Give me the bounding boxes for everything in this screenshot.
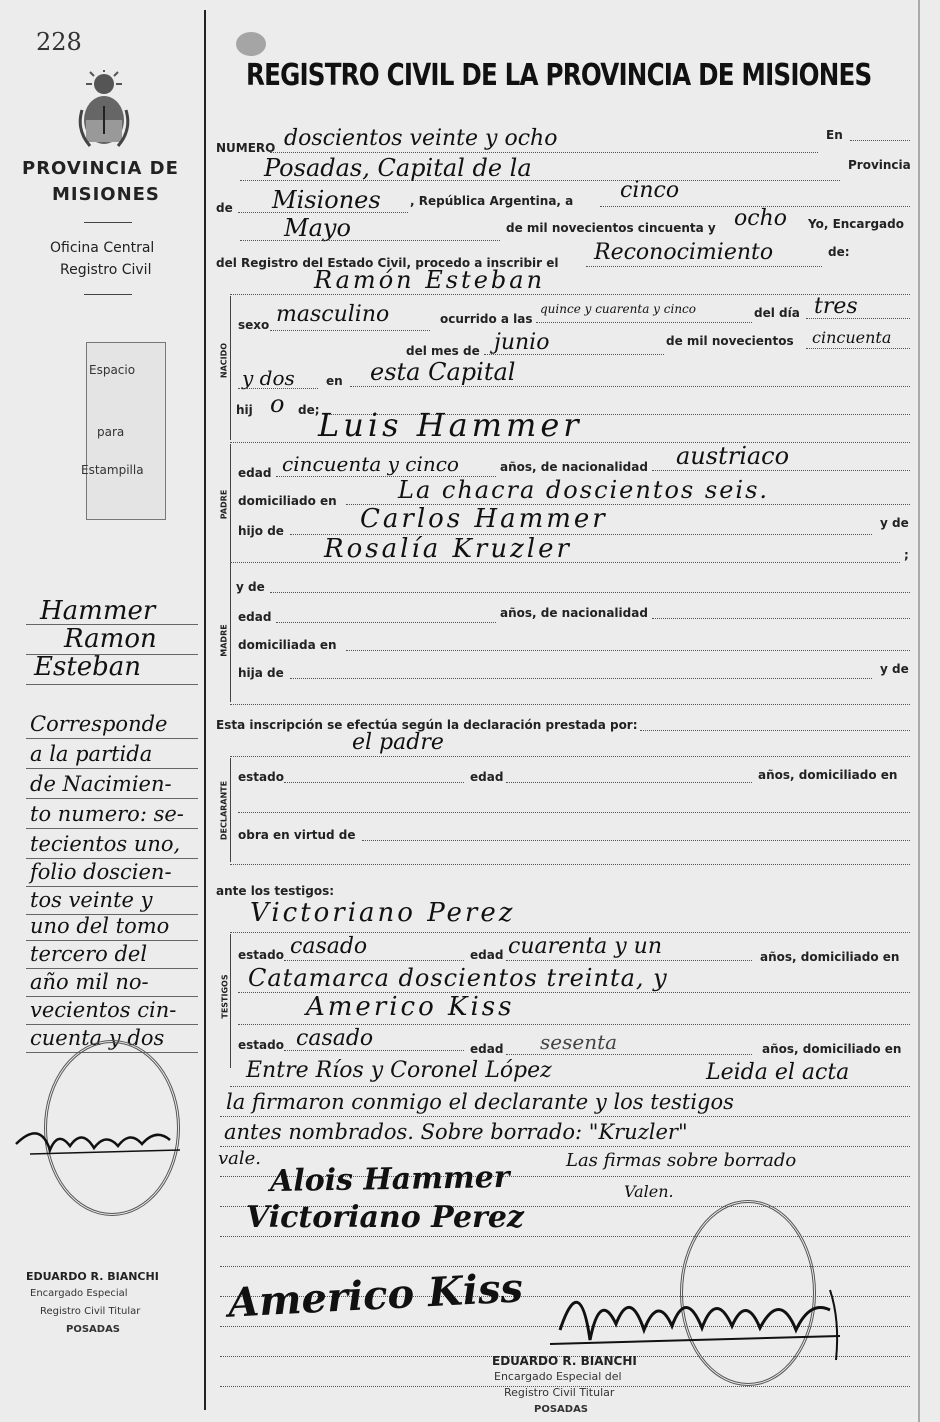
- rule: [238, 812, 910, 813]
- ink-blot: [236, 32, 266, 56]
- filled-lugar-nac: esta Capital: [370, 358, 516, 386]
- label-y-de: y de: [880, 516, 909, 530]
- filled-declarante: el padre: [352, 730, 444, 755]
- rule: [26, 798, 198, 799]
- rule: [220, 1116, 910, 1117]
- rule: [26, 1024, 198, 1025]
- rule: [26, 968, 198, 969]
- office-name-line2: Registro Civil: [60, 262, 152, 278]
- rule: [230, 932, 910, 933]
- rule: [238, 212, 408, 213]
- rule: [230, 562, 900, 563]
- label-edad-madre: edad: [238, 610, 272, 624]
- label-sexo: sexo: [238, 318, 270, 332]
- filled-sexo: masculino: [276, 302, 390, 327]
- rule: [640, 730, 910, 731]
- label-mil-cincuenta: de mil novecientos cincuenta y: [506, 221, 716, 235]
- filled-cierre6: Valen.: [624, 1182, 674, 1201]
- margin-name-line: Esteban: [34, 652, 142, 682]
- filled-cierre3: antes nombrados. Sobre borrado: "Kruzler": [224, 1120, 688, 1144]
- label-anos-domiciliado-t1: años, domiciliado en: [760, 950, 900, 964]
- filled-abuela: Rosalía Kruzler: [324, 534, 572, 564]
- filled-testigo1: Victoriano Perez: [250, 898, 516, 928]
- filled-dia-nac: tres: [814, 294, 858, 319]
- margin-note-line: tecientos uno,: [30, 832, 181, 856]
- rule: [230, 864, 910, 865]
- label-de-semi: de;: [298, 403, 320, 417]
- registrar-title: Encargado Especial: [30, 1288, 128, 1299]
- margin-note-line: to numero: se-: [30, 802, 184, 826]
- rule: [220, 1146, 910, 1147]
- filled-mes: Mayo: [284, 214, 351, 242]
- side-label-declarante: DECLARANTE: [219, 780, 229, 841]
- section-bracket: [230, 934, 231, 1068]
- rule: [230, 1086, 910, 1087]
- rule: [230, 294, 910, 295]
- label-del-registro: del Registro del Estado Civil, procedo a inscribir el: [216, 256, 559, 270]
- rule: [26, 996, 198, 997]
- label-republica: , República Argentina, a: [410, 194, 574, 208]
- rule: [240, 180, 840, 181]
- rule: [230, 704, 910, 705]
- signature-padre: Alois Hammer: [269, 1159, 510, 1200]
- section-bracket: [230, 758, 231, 862]
- rule: [276, 622, 496, 623]
- rule: [26, 684, 198, 685]
- margin-name-line: Hammer: [40, 596, 156, 626]
- label-y-de-madre: y de: [236, 580, 265, 594]
- rule: [652, 470, 910, 471]
- rule: [240, 240, 500, 241]
- rule: [484, 354, 664, 355]
- filled-nombre: Ramón Esteban: [314, 266, 546, 294]
- registrar-city: POSADAS: [66, 1324, 121, 1335]
- rule: [536, 322, 752, 323]
- label-numero: NUMERO: [216, 141, 276, 155]
- label-hija-de: hija de: [238, 666, 284, 680]
- label-y-de-madre2: y de: [880, 662, 909, 676]
- rule: [290, 678, 872, 679]
- label-edad: edad: [238, 466, 272, 480]
- rule: [230, 442, 910, 443]
- signature-testigo1: Victoriano Perez: [246, 1200, 524, 1235]
- rule: [284, 1050, 464, 1051]
- side-label-madre: MADRE: [219, 624, 229, 657]
- label-hij: hij: [236, 403, 253, 417]
- section-bracket: [230, 566, 231, 702]
- margin-note-line: tos veinte y: [30, 888, 153, 912]
- filled-domicilio2: Entre Ríos y Coronel López: [246, 1058, 552, 1083]
- rule: [220, 1236, 910, 1237]
- coat-of-arms-icon: [76, 70, 132, 150]
- margin-note-line: folio doscien-: [30, 860, 172, 884]
- rule: [270, 330, 430, 331]
- rule: [652, 618, 910, 619]
- section-bracket: [230, 444, 231, 566]
- filled-cierre4: vale.: [218, 1148, 262, 1169]
- registrar-city: POSADAS: [534, 1404, 589, 1415]
- label-mil-novecientos: de mil novecientos: [666, 334, 794, 348]
- rule: [26, 858, 198, 859]
- label-estado-t1: estado: [238, 948, 284, 962]
- label-anos-nac: años, de nacionalidad: [500, 460, 648, 474]
- filled-hora: quince y cuarenta y cinco: [540, 302, 696, 316]
- filled-testigo2: Americo Kiss: [306, 992, 515, 1022]
- filled-lugar: Posadas, Capital de la: [264, 154, 532, 182]
- filled-nacionalidad-padre: austriaco: [676, 442, 790, 470]
- filled-estado1: casado: [290, 934, 368, 959]
- rule: [270, 152, 818, 153]
- office-name-line1: Oficina Central: [50, 240, 155, 256]
- rule: [586, 266, 822, 267]
- filled-edad2: sesenta: [540, 1030, 618, 1054]
- province-name-line2: MISIONES: [52, 184, 160, 205]
- label-anos-domiciliado: años, domiciliado en: [758, 768, 898, 782]
- label-en-lugar: en: [326, 374, 343, 388]
- filled-cierre5: Las firmas sobre borrado: [566, 1150, 797, 1171]
- province-name-line1: PROVINCIA DE: [22, 158, 179, 179]
- filled-numero: doscientos veinte y ocho: [284, 126, 558, 151]
- label-estado: estado: [238, 770, 284, 784]
- stamp-box-label: Espacio: [89, 363, 136, 377]
- rule: [26, 828, 198, 829]
- filled-cierre1: Leida el acta: [706, 1060, 850, 1085]
- margin-note-line: año mil no-: [30, 970, 149, 994]
- page-number: 228: [36, 28, 82, 56]
- margin-note-line: tercero del: [30, 942, 148, 966]
- rule: [850, 140, 910, 141]
- label-de: de: [216, 201, 233, 215]
- filled-cierre2: la firmaron conmigo el declarante y los testigos: [226, 1090, 734, 1114]
- label-yo-encargado: Yo, Encargado: [808, 217, 904, 231]
- registrar-title: Registro Civil Titular: [40, 1306, 141, 1317]
- rule: [238, 388, 318, 389]
- rule: [284, 782, 464, 783]
- filled-estado2: casado: [296, 1026, 374, 1051]
- rule: [506, 960, 752, 961]
- rule: [26, 886, 198, 887]
- stamp-box-label: para: [97, 425, 125, 439]
- filled-abuelo: Carlos Hammer: [360, 504, 608, 534]
- rule: [346, 650, 910, 651]
- filled-acto: Reconocimiento: [594, 240, 774, 265]
- margin-note-line: de Nacimien-: [30, 772, 172, 796]
- label-ocurrido: ocurrido a las: [440, 312, 533, 326]
- label-edad-t1: edad: [470, 948, 504, 962]
- side-label-testigos: TESTIGOS: [220, 974, 230, 1019]
- margin-note-line: vecientos cin-: [30, 998, 177, 1022]
- document-title: REGISTRO CIVIL DE LA PROVINCIA DE MISIONES: [246, 58, 872, 93]
- margin-name-line: Ramon: [64, 624, 157, 654]
- label-domiciliado-en: domiciliado en: [238, 494, 337, 508]
- column-divider: [204, 10, 206, 1410]
- filled-provincia: Misiones: [272, 186, 381, 214]
- filled-mes-nac: junio: [494, 330, 550, 355]
- label-del-mes: del mes de: [406, 344, 480, 358]
- filled-domicilio-padre: La chacra doscientos seis.: [398, 476, 770, 504]
- label-obra: obra en virtud de: [238, 828, 356, 842]
- stamp-box-label: Estampilla: [81, 463, 144, 477]
- margin-note-line: uno del tomo: [30, 914, 170, 938]
- label-de-colon: de:: [828, 245, 850, 259]
- section-bracket: [230, 296, 231, 440]
- rule: [506, 782, 752, 783]
- filled-edad-padre: cincuenta y cinco: [282, 452, 459, 476]
- filled-domicilio1: Catamarca doscientos treinta, y: [248, 964, 668, 992]
- label-semicolon: ;: [904, 548, 909, 562]
- label-provincia: Provincia: [848, 158, 911, 172]
- label-hijo-de: hijo de: [238, 524, 284, 538]
- label-domiciliada-en: domiciliada en: [238, 638, 337, 652]
- registrar-name: EDUARDO R. BIANCHI: [26, 1270, 159, 1283]
- filled-hijo-letra: o: [270, 390, 285, 418]
- label-del-dia: del día: [754, 306, 800, 320]
- signature-testigo2: Americo Kiss: [226, 1264, 525, 1327]
- filled-edad1: cuarenta y un: [508, 934, 663, 959]
- rule: [230, 756, 910, 757]
- registrar-name: EDUARDO R. BIANCHI: [492, 1354, 637, 1368]
- label-ante-testigos: ante los testigos:: [216, 884, 335, 898]
- label-anos-nac-madre: años, de nacionalidad: [500, 606, 648, 620]
- margin-signature: [10, 1110, 190, 1170]
- rule: [362, 840, 910, 841]
- filled-anio-nac: cincuenta: [812, 328, 892, 347]
- filled-dia: cinco: [620, 178, 680, 203]
- page-edge: [918, 0, 920, 1422]
- rule: [350, 386, 910, 387]
- label-estado-t2: estado: [238, 1038, 284, 1052]
- rule: [26, 940, 198, 941]
- rule: [806, 318, 910, 319]
- stamp-box: [81, 342, 166, 520]
- margin-note-line: Corresponde: [30, 712, 168, 736]
- divider: [84, 222, 132, 223]
- rule: [26, 738, 198, 739]
- margin-note-line: a la partida: [30, 742, 153, 766]
- side-label-nacido: NACIDO: [219, 342, 229, 379]
- filled-anio-nac2: y dos: [242, 366, 295, 390]
- left-margin-column: [0, 0, 204, 1422]
- rule: [270, 592, 910, 593]
- rule: [506, 1054, 752, 1055]
- registrar-title: Encargado Especial del: [494, 1370, 622, 1383]
- label-anos-domiciliado-t2: años, domiciliado en: [762, 1042, 902, 1056]
- rule: [26, 768, 198, 769]
- filled-padre: Luis Hammer: [318, 406, 583, 444]
- label-inscripcion: Esta inscripción se efectúa según la declaración prestada por:: [216, 718, 638, 732]
- label-en: En: [826, 128, 843, 142]
- label-edad-decl: edad: [470, 770, 504, 784]
- divider: [84, 294, 132, 295]
- side-label-padre: PADRE: [219, 489, 229, 520]
- label-edad-t2: edad: [470, 1042, 504, 1056]
- filled-anio: ocho: [734, 206, 787, 231]
- rule: [284, 960, 464, 961]
- margin-note-line: cuenta y dos: [30, 1026, 165, 1050]
- registrar-title: Registro Civil Titular: [504, 1386, 615, 1399]
- rule: [238, 1024, 910, 1025]
- rule: [806, 348, 910, 349]
